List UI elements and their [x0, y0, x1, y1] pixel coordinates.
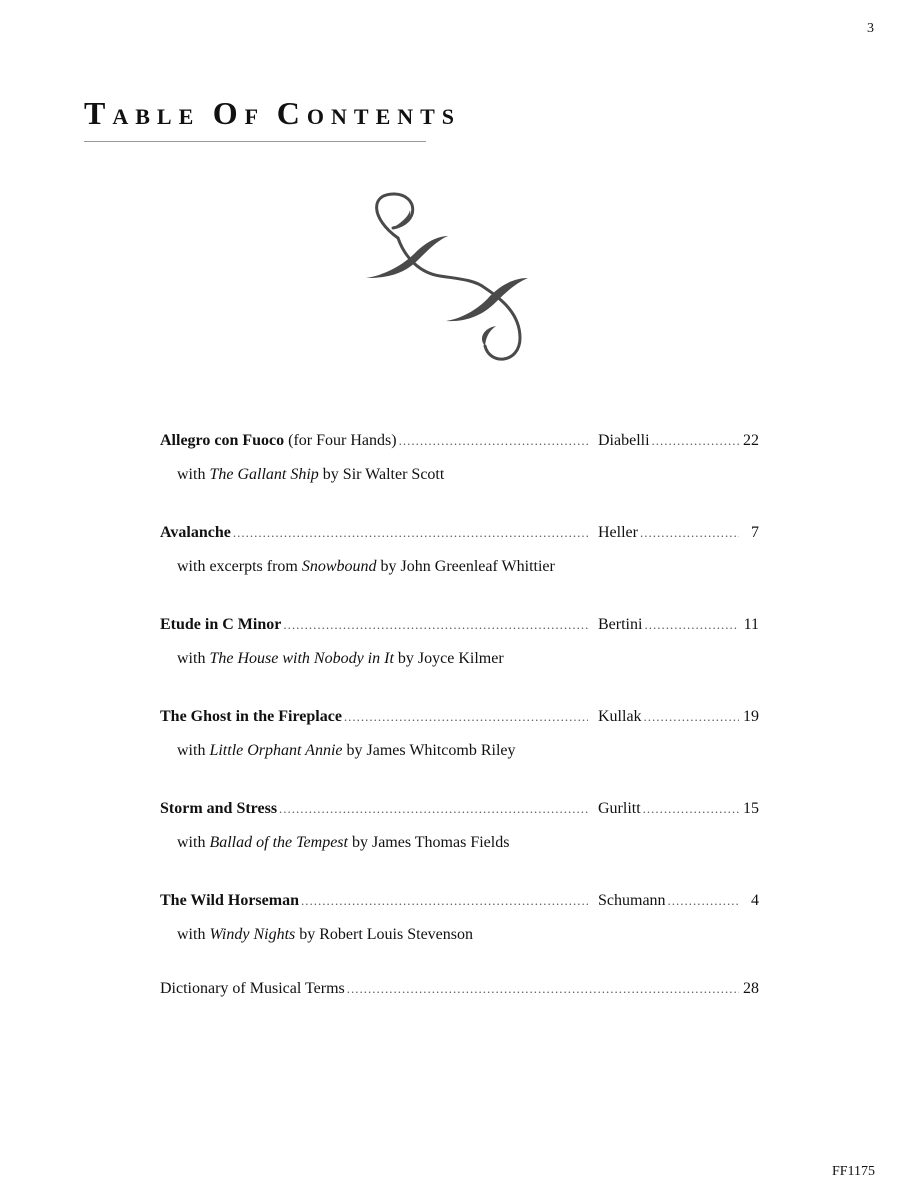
toc-entry [160, 704, 759, 796]
toc-list [160, 428, 759, 1002]
flourish-ornament-icon [360, 188, 535, 368]
entry-composer: Diabelli [598, 432, 650, 449]
dot-leader [643, 796, 739, 822]
dot-leader [283, 612, 588, 638]
entry-title[interactable]: Dictionary of Musical Terms [160, 980, 345, 997]
document-code: FF1175 [831, 1164, 875, 1179]
toc-entry [160, 520, 759, 612]
entry-title[interactable]: Etude in C Minor [160, 616, 282, 633]
entry-composer: Gurlitt [598, 800, 641, 817]
entry-page[interactable]: 19 [743, 708, 759, 725]
dot-leader [233, 520, 588, 546]
entry-title[interactable]: The Wild Horseman [160, 892, 299, 909]
toc-entry [160, 888, 759, 980]
entry-poem-credit: with The Gallant Ship by Sir Walter Scott [177, 466, 445, 483]
entry-page[interactable]: 22 [743, 432, 759, 449]
dot-leader [344, 704, 588, 730]
page-title: TABLE OF CONTENTS [84, 95, 462, 131]
dot-leader [279, 796, 588, 822]
dot-leader [668, 888, 739, 914]
entry-poem-credit: with The House with Nobody in It by Joyce Kilmer [177, 650, 504, 667]
entry-page[interactable]: 28 [743, 980, 759, 997]
entry-title[interactable]: Allegro con Fuoco (for Four Hands) [160, 432, 397, 449]
page-number: 3 [867, 21, 874, 36]
entry-title[interactable]: The Ghost in the Fireplace [160, 708, 342, 725]
dot-leader [652, 428, 739, 454]
entry-page[interactable]: 11 [743, 616, 759, 633]
entry-composer: Kullak [598, 708, 642, 725]
entry-title[interactable]: Storm and Stress [160, 800, 278, 817]
toc-entry-dictionary [160, 976, 759, 1002]
dot-leader [644, 704, 739, 730]
entry-poem-credit: with Ballad of the Tempest by James Thomas Fields [177, 834, 510, 851]
entry-page[interactable]: 7 [751, 524, 759, 541]
heading-divider [84, 141, 426, 142]
entry-title[interactable]: Avalanche [160, 524, 231, 541]
dot-leader [640, 520, 739, 546]
toc-entry [160, 796, 759, 888]
toc-entry [160, 428, 759, 520]
entry-composer: Schumann [598, 892, 666, 909]
dot-leader [347, 976, 739, 1002]
dot-leader [644, 612, 739, 638]
entry-page[interactable]: 4 [751, 892, 759, 909]
entry-page[interactable]: 15 [743, 800, 759, 817]
entry-poem-credit: with Little Orphant Annie by James Whitcomb Riley [177, 742, 516, 759]
entry-composer: Heller [598, 524, 638, 541]
entry-poem-credit: with excerpts from Snowbound by John Greenleaf Whittier [177, 558, 555, 575]
entry-poem-credit: with Windy Nights by Robert Louis Stevenson [177, 926, 473, 943]
dot-leader [399, 428, 588, 454]
entry-composer: Bertini [598, 616, 643, 633]
toc-entry [160, 612, 759, 704]
dot-leader [301, 888, 588, 914]
